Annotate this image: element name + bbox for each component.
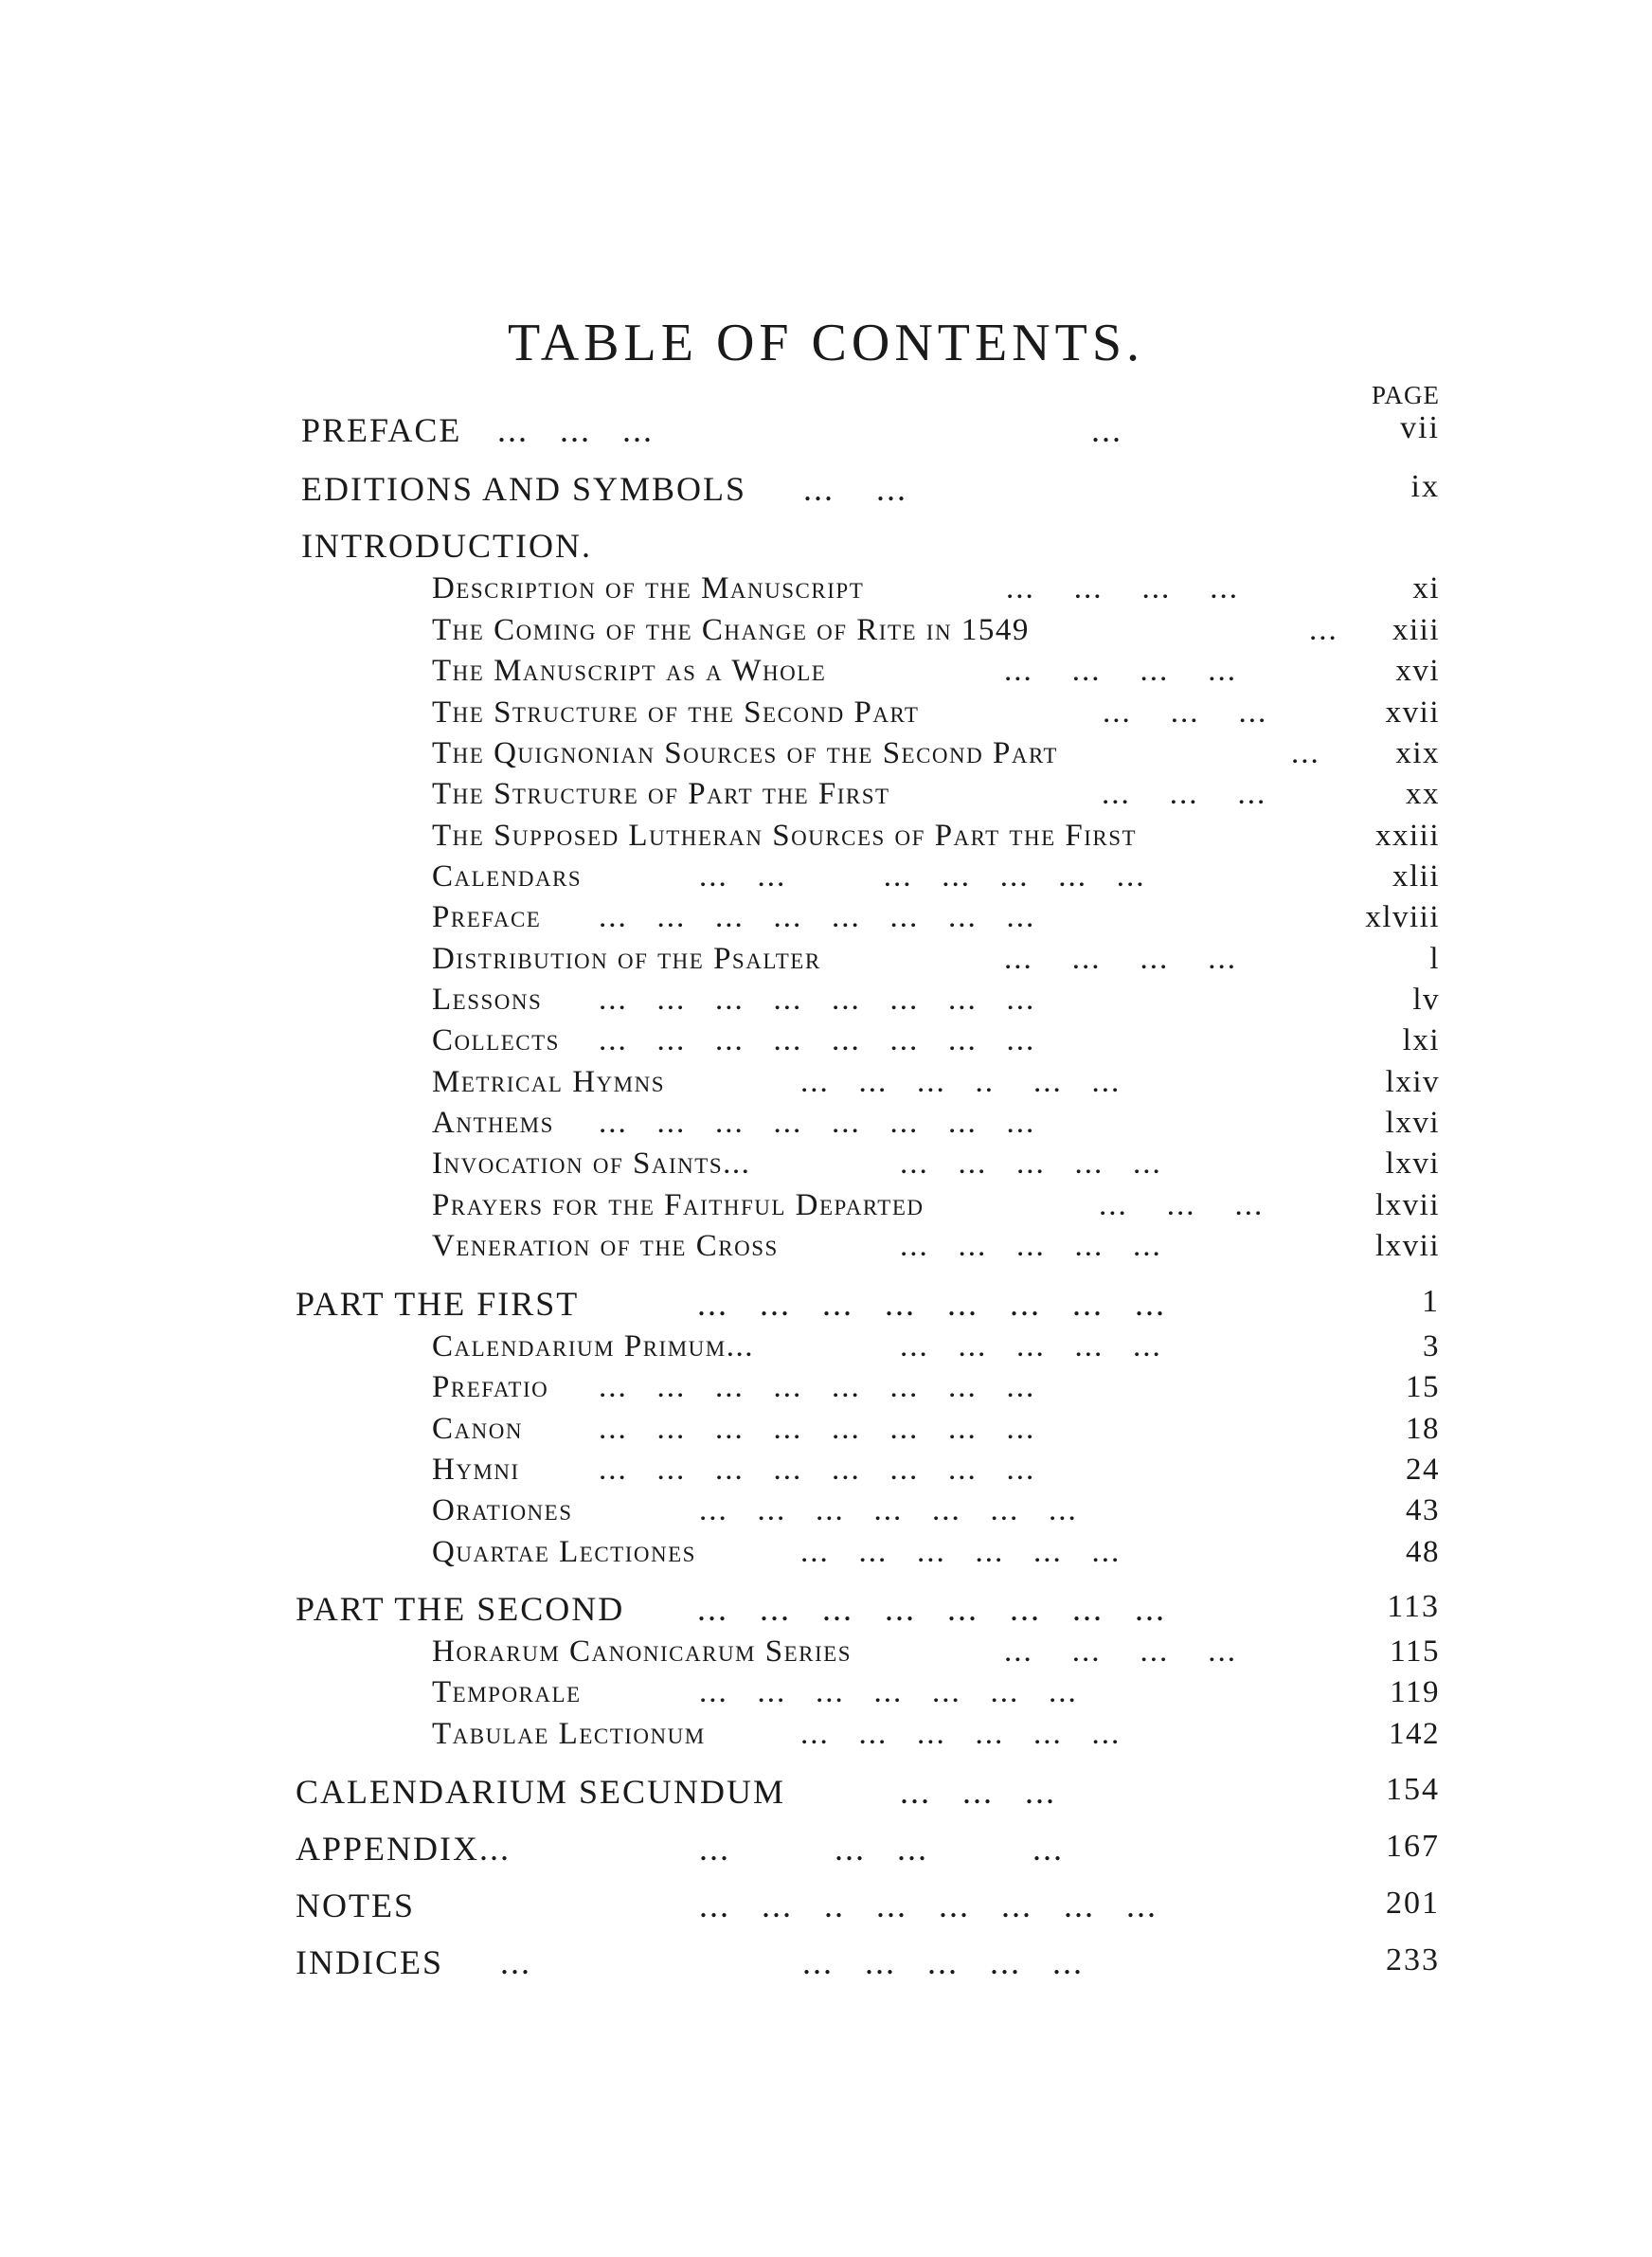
toc-entry (0, 1329, 1440, 1371)
toc-leader-dots: ... ... ... (1103, 695, 1268, 730)
toc-page-number: lxvii (1374, 1188, 1440, 1222)
toc-leader-dots: ... ... ... ... ... ... ... ... (599, 900, 1036, 934)
toc-leader-dots: ... ... (803, 470, 907, 508)
toc-page-number: 201 (1386, 1886, 1440, 1921)
toc-entry-title: Tabulae Lectionum (432, 1717, 706, 1751)
toc-entry-title: Veneration of the Cross (432, 1229, 779, 1263)
toc-entry-title: APPENDIX... (296, 1830, 512, 1868)
toc-entry (0, 1535, 1440, 1577)
toc-entry-title: Collects (432, 1023, 560, 1057)
toc-section (0, 1589, 1440, 1631)
toc-entry (0, 695, 1440, 737)
toc-page-number: 167 (1386, 1829, 1440, 1864)
toc-entry (0, 900, 1440, 942)
toc-entry-title: EDITIONS AND SYMBOLS (301, 470, 747, 508)
toc-leader-dots: ... ... ... ... ... ... ... ... (599, 1023, 1036, 1057)
toc-leader-dots: ... ... ... ... ... ... ... ... (599, 1453, 1036, 1487)
toc-page-number: ix (1410, 469, 1440, 504)
toc-entry (0, 1493, 1440, 1535)
toc-leader-dots: ... ... ... (900, 1773, 1056, 1811)
toc-entry-title: Quartae Lectiones (432, 1535, 696, 1569)
toc-leader-dots: ... (1291, 736, 1320, 770)
toc-page-number: xix (1395, 736, 1440, 770)
toc-section (0, 1829, 1440, 1870)
toc-page-number: 3 (1423, 1329, 1440, 1363)
toc-page-number: 113 (1387, 1589, 1440, 1624)
toc-page-number: lxi (1402, 1023, 1440, 1057)
toc-page-number: lxvii (1374, 1229, 1440, 1263)
toc-leader-dots: ... ... ... ... ... (900, 1147, 1162, 1181)
toc-entry-title: The Coming of the Change of Rite in 1549 (432, 613, 1030, 647)
toc-entry-title: PART THE SECOND (296, 1590, 625, 1628)
toc-entry (0, 777, 1440, 819)
toc-leader-dots: ... ... .. ... ... ... ... ... (699, 1887, 1158, 1924)
toc-leader-dots: ... ... ... ... ... (900, 1229, 1162, 1263)
toc-leader-dots: ... ... ... ... (1004, 1634, 1237, 1669)
toc-entry (0, 571, 1440, 613)
toc-entry (0, 1065, 1440, 1107)
toc-entry-title: The Quignonian Sources of the Second Part (432, 736, 1058, 770)
page-column-header: PAGE (1371, 381, 1440, 409)
toc-entry (0, 736, 1440, 778)
toc-entry-title: Anthems (432, 1106, 554, 1140)
toc-page-number: 24 (1406, 1453, 1440, 1487)
toc-entry-title: INTRODUCTION. (301, 527, 592, 565)
toc-entry (0, 1147, 1440, 1188)
toc-page-number: 142 (1389, 1717, 1440, 1751)
toc-page-number: lxvi (1385, 1147, 1440, 1181)
toc-page-number: 154 (1386, 1772, 1440, 1807)
toc-entry (0, 1453, 1440, 1494)
toc-entry-title: CALENDARIUM SECUNDUM (296, 1773, 786, 1811)
toc-entry-title: Horarum Canonicarum Series (432, 1634, 852, 1669)
toc-entry (0, 1412, 1440, 1454)
toc-entry-title: Hymni (432, 1453, 520, 1487)
toc-entry-title: NOTES (296, 1887, 415, 1924)
toc-page-number: 43 (1406, 1493, 1440, 1527)
toc-leader-dots: ... ... ... ... ... ... ... ... (697, 1590, 1166, 1628)
toc-page-number: xi (1412, 571, 1440, 605)
toc-entry (0, 1717, 1440, 1759)
toc-page-number: lxvi (1385, 1106, 1440, 1140)
toc-leader-dots: ... ... ... ... ... ... ... ... (599, 1370, 1036, 1404)
toc-entry (0, 859, 1440, 901)
toc-page-number: xvii (1385, 695, 1440, 730)
toc-entry (0, 613, 1440, 655)
toc-entry-title: Prefatio (432, 1370, 549, 1404)
toc-page-number: xvi (1395, 654, 1440, 688)
toc-leader-dots: ... ... ... ... ... ... ... (699, 1675, 1078, 1709)
toc-page-number: 119 (1390, 1675, 1440, 1709)
toc-leader-dots: ... ... ... ... ... ... (800, 1717, 1122, 1751)
toc-entry-title: PART THE FIRST (296, 1285, 580, 1323)
toc-entry-title: Canon (432, 1412, 523, 1446)
toc-leader-dots: ... ... ... ... ... ... ... ... (599, 1412, 1036, 1446)
toc-section (0, 526, 1440, 568)
toc-entry-title: The Structure of the Second Part (432, 695, 920, 730)
toc-entry-title: Orationes (432, 1493, 573, 1527)
toc-page-number: xxiii (1374, 819, 1440, 853)
toc-page-number: xiii (1392, 613, 1440, 647)
toc-page-number: 233 (1386, 1942, 1440, 1977)
toc-leader-dots: ... ... ... ... (699, 1830, 1064, 1868)
toc-entry (0, 654, 1440, 695)
toc-entry (0, 1370, 1440, 1412)
toc-entry (0, 1634, 1440, 1676)
toc-leader-dots: ... ... ... (1099, 1188, 1265, 1222)
toc-section (0, 1772, 1440, 1814)
toc-leader-dots: ... ... ... ... ... ... ... ... (599, 1106, 1036, 1140)
toc-entry (0, 1106, 1440, 1147)
toc-section (0, 1942, 1440, 1984)
toc-section (0, 1284, 1440, 1326)
toc-section (0, 469, 1440, 511)
toc-entry-title: Temporale (432, 1675, 582, 1709)
toc-leader-dots: ... ... ... ... ... ... ... ... (697, 1285, 1166, 1323)
toc-page-number: xlviii (1365, 900, 1440, 934)
toc-entry (0, 942, 1440, 984)
toc-page-number: l (1429, 942, 1440, 976)
toc-leader-dots: ... ... ... ... ... ... ... ... (599, 983, 1036, 1017)
toc-entry-title: Lessons (432, 983, 543, 1017)
toc-entry-title: Preface (432, 900, 542, 934)
toc-entry-title: Prayers for the Faithful Departed (432, 1188, 925, 1222)
toc-entry-title: The Manuscript as a Whole (432, 654, 827, 688)
toc-leader-dots: ... ... ... ... ... ... (500, 1943, 1084, 1981)
toc-leader-dots: ... ... ... ... (1004, 942, 1237, 976)
toc-entry-title: The Supposed Lutheran Sources of Part the First (432, 819, 1138, 853)
toc-leader-dots: ... ... ... ... ... ... ... (699, 1493, 1078, 1527)
toc-page-number: 115 (1390, 1634, 1440, 1669)
toc-entry (0, 1229, 1440, 1271)
toc-leader-dots: ... ... ... (1102, 777, 1267, 811)
toc-entry-title: Distribution of the Psalter (432, 942, 821, 976)
toc-leader-dots: ... ... ... .. ... ... (800, 1065, 1122, 1099)
toc-page-number: 15 (1406, 1370, 1440, 1404)
toc-leader-dots: ... (1309, 613, 1338, 647)
toc-entry (0, 1188, 1440, 1230)
toc-entry (0, 819, 1440, 860)
toc-entry (0, 1675, 1440, 1717)
toc-section (0, 410, 1440, 452)
toc-entry-title: Metrical Hymns (432, 1065, 665, 1099)
toc-page-number: lv (1412, 983, 1440, 1017)
toc-entry (0, 1023, 1440, 1065)
toc-leader-dots: ... ... ... ... (1006, 571, 1239, 605)
toc-entry (0, 983, 1440, 1024)
toc-page-number: xx (1406, 777, 1440, 811)
toc-leader-dots: ... ... ... ... ... ... ... (699, 859, 1146, 894)
toc-leader-dots: ... ... ... ... ... ... (800, 1535, 1122, 1569)
toc-page-number: xlii (1392, 859, 1440, 894)
toc-page-number: 48 (1406, 1535, 1440, 1569)
toc-section (0, 1886, 1440, 1927)
toc-entry-title: Calendarium Primum... (432, 1329, 754, 1363)
toc-leader-dots: ... ... ... ... ... (900, 1329, 1162, 1363)
toc-leader-dots: ... ... ... ... (497, 411, 1122, 449)
toc-entry-title: INDICES (296, 1943, 443, 1981)
toc-entry-title: The Structure of Part the First (432, 777, 890, 811)
toc-entry-title: Invocation of Saints... (432, 1147, 751, 1181)
toc-entry-title: Calendars (432, 859, 583, 894)
toc-page-number: lxiv (1385, 1065, 1440, 1099)
toc-leader-dots: ... ... ... ... (1004, 654, 1237, 688)
toc-entry-title: Description of the Manuscript (432, 571, 865, 605)
toc-entry-title: PREFACE (301, 411, 462, 449)
toc-page-number: 18 (1406, 1412, 1440, 1446)
toc-page-number: 1 (1422, 1284, 1440, 1319)
page-title: TABLE OF CONTENTS. (508, 314, 1144, 372)
toc-page-number: vii (1400, 410, 1440, 445)
